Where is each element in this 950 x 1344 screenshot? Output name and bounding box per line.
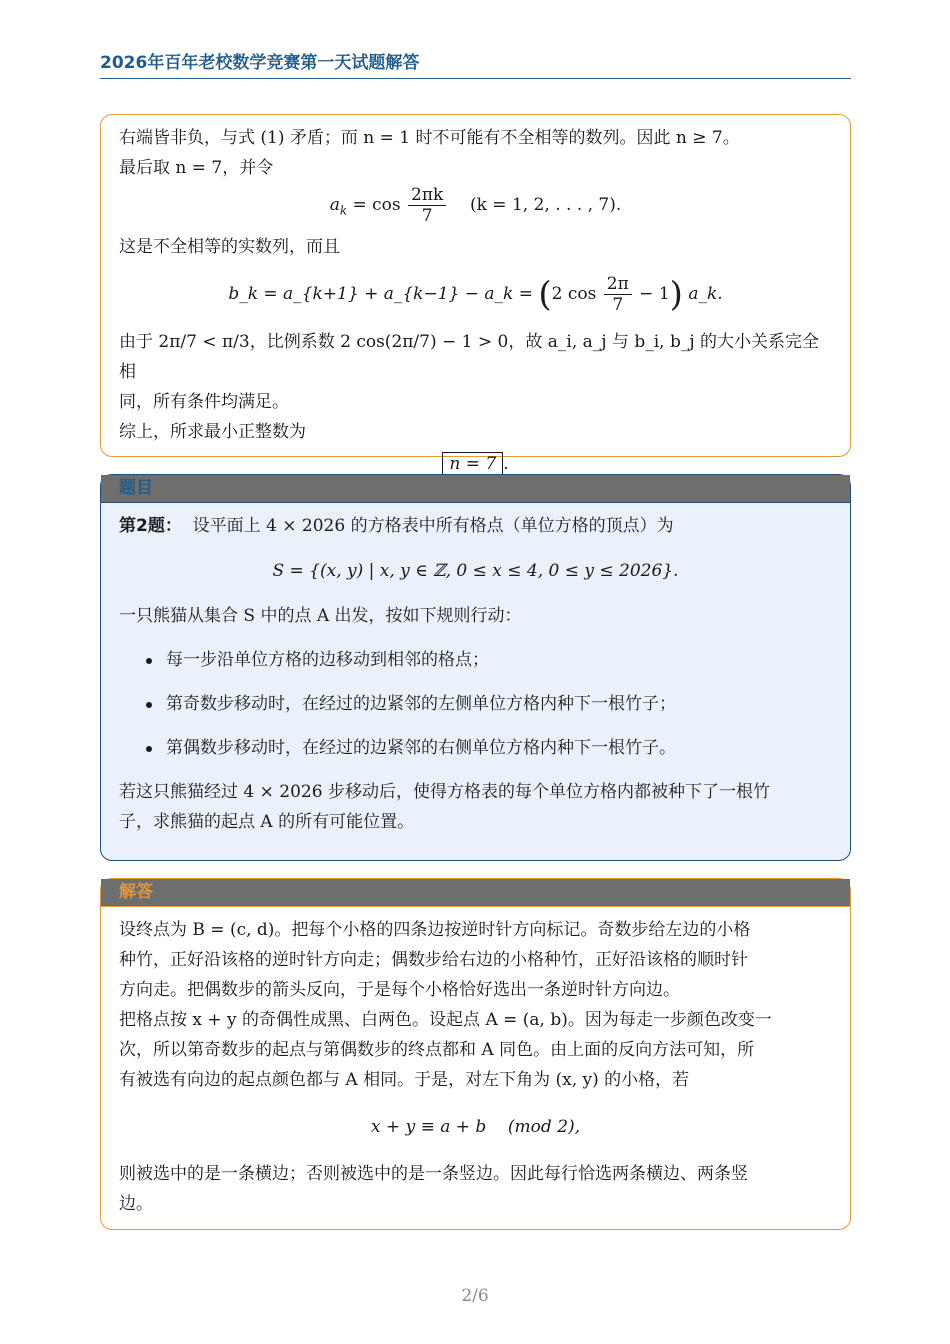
paragraph: 这是不全相等的实数列，而且 <box>119 237 340 258</box>
problem-label: 第2题： <box>119 516 182 536</box>
paragraph: 方向走。把偶数步的箭头反向，于是每个小格恰好选出一条逆时针方向边。 <box>119 980 680 1000</box>
problem-box <box>100 474 851 861</box>
paragraph: 种竹，正好沿该格的逆时针方向走；偶数步给右边的小格种竹，正好沿该格的顺时针 <box>119 950 748 970</box>
paragraph: 最后取 n = 7，并令 <box>119 158 274 178</box>
paragraph: 由于 2π/7 < π/3，比例系数 2 cos(2π/7) − 1 > 0，故 a_i, a_j 与 b_i, b_j 的大小关系完全相 <box>119 331 820 382</box>
list-item: 每一步沿单位方格的边移动到相邻的格点； <box>119 645 832 675</box>
solution-continuation-box <box>100 114 851 474</box>
page-number: 2/6 <box>461 1286 489 1306</box>
bullet-icon <box>146 746 152 752</box>
solution-box <box>100 878 851 1230</box>
page-header <box>100 50 851 79</box>
solution-box-title: 解答 <box>101 879 850 907</box>
paragraph: 设终点为 B = (c, d)。把每个小格的四条边按逆时针方向标记。奇数步给左边的小格 <box>119 920 751 940</box>
bullet-icon <box>146 702 152 708</box>
boxed-answer: n = 7 <box>442 452 503 476</box>
problem-statement: 第2题： 设平面上 4 × 2026 的方格表中所有格点（单位方格的顶点）为 <box>119 516 674 536</box>
paragraph: 边。 <box>119 1194 153 1214</box>
paragraph: 右端皆非负，与式 (1) 矛盾；而 n = 1 时不可能有不全相等的数列。因此 n ≥ 7。 <box>119 128 740 148</box>
paragraph: 综上，所求最小正整数为 <box>119 421 306 442</box>
paragraph: 同，所有条件均满足。 <box>119 391 289 412</box>
equation-set-s: S = {(x, y) | x, y ∈ ℤ, 0 ≤ x ≤ 4, 0 ≤ y ≤ 2026}. <box>272 561 679 581</box>
equation-parity: x + y ≡ a + b (mod 2), <box>370 1117 581 1137</box>
list-item: 第奇数步移动时，在经过的边紧邻的左侧单位方格内种下一根竹子； <box>119 689 832 719</box>
paragraph: 次，所以第奇数步的起点与第偶数步的终点都和 A 同色。由上面的反向方法可知，所 <box>119 1040 755 1060</box>
header-title: 2026年百年老校数学竞赛第一天试题解答 <box>100 53 420 73</box>
fraction: $\frac{2\pi}{7}$ <box>604 274 632 315</box>
paragraph: 子，求熊猫的起点 A 的所有可能位置。 <box>119 812 415 832</box>
paragraph: 若这只熊猫经过 4 × 2026 步移动后，使得方格表的每个单位方格内都被种下了一根竹 <box>119 782 770 802</box>
final-answer: n = 7 . <box>119 447 832 481</box>
paragraph: 把格点按 x + y 的奇偶性成黑、白两色。设起点 A = (a, b)。因为每走一步颜色改变一 <box>119 1010 772 1030</box>
problem-box-title: 题目 <box>101 475 850 503</box>
equation-ak: $a_k = \cos$ $\frac{2\pi k}{7}$ (k = 1, 2, . . . , 7). <box>329 185 622 226</box>
bullet-icon <box>146 658 152 664</box>
paragraph: 一只熊猫从集合 S 中的点 A 出发，按如下规则行动： <box>119 606 522 626</box>
list-item: 第偶数步移动时，在经过的边紧邻的右侧单位方格内种下一根竹子。 <box>119 733 832 763</box>
paragraph: 则被选中的是一条横边；否则被选中的是一条竖边。因此每行恰选两条横边、两条竖 <box>119 1164 748 1184</box>
fraction: $\frac{2\pi k}{7}$ <box>408 185 446 226</box>
paragraph: 有被选有向边的起点颜色都与 A 相同。于是，对左下角为 (x, y) 的小格，若 <box>119 1070 690 1090</box>
equation-bk: b_k = a_{k+1} + a_{k−1} − a_k = (2 cos $\frac{2\pi}{7}$ − 1) a_k. <box>228 274 723 316</box>
